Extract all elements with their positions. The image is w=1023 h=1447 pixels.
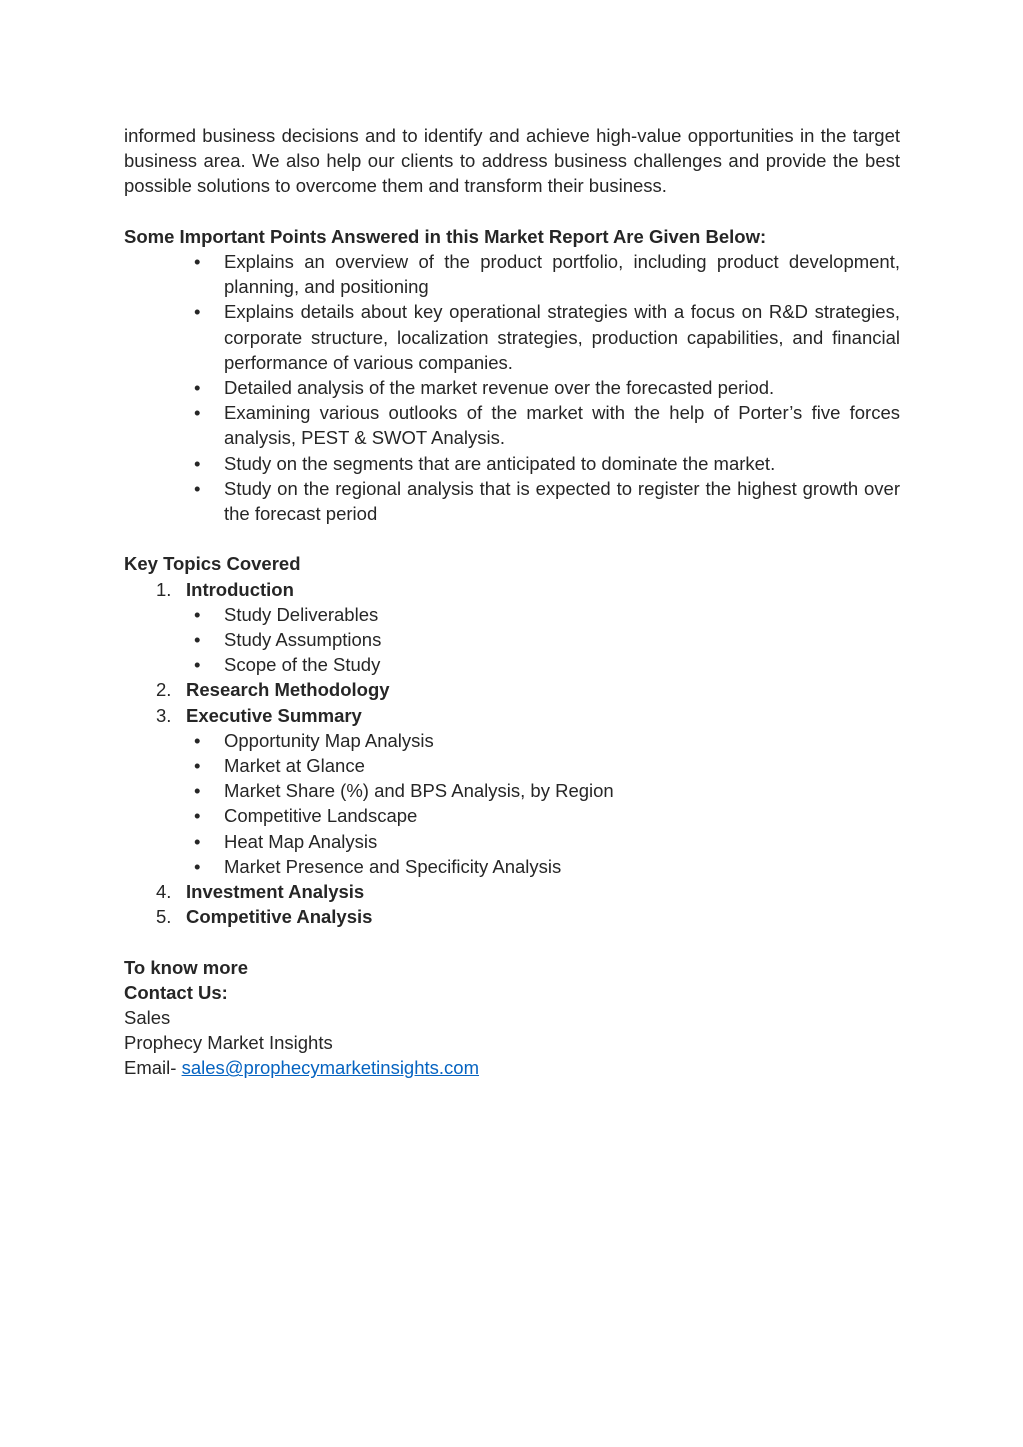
topic-number: 1.: [156, 578, 172, 600]
topic-competitive-analysis: [124, 904, 900, 929]
email-link[interactable]: sales@prophecymarketinsights.com: [181, 1057, 479, 1079]
topic-investment-analysis: [124, 879, 900, 904]
topic-number: 5.: [156, 906, 172, 928]
topics-list: [124, 577, 900, 930]
list-item: • Study Deliverables: [224, 602, 900, 627]
topic-number: 3.: [156, 704, 172, 726]
list-item: • Detailed analysis of the market revenue over the forecasted period.: [224, 375, 900, 400]
list-item: • Market at Glance: [224, 753, 900, 778]
topic-title: Introduction: [186, 578, 294, 600]
topics-heading: Key Topics Covered: [124, 553, 301, 575]
list-item: • Market Presence and Specificity Analysis: [224, 854, 900, 879]
topic-introduction: [124, 577, 900, 678]
spacer: [124, 929, 900, 954]
topic-subitems: [124, 602, 900, 678]
contact-email-line: [124, 1055, 900, 1080]
know-more-heading: To know more: [124, 956, 249, 978]
list-item: • Study on the segments that are anticipated to dominate the market.: [224, 451, 900, 476]
list-item: • Opportunity Map Analysis: [224, 728, 900, 753]
topic-number: 2.: [156, 679, 172, 701]
topic-title: Competitive Analysis: [186, 906, 373, 928]
email-label: Email-: [124, 1057, 182, 1079]
list-item: • Study Assumptions: [224, 627, 900, 652]
list-item: • Study on the regional analysis that is expected to register the highest growth over the forecast period: [224, 476, 900, 526]
points-list: [124, 249, 900, 526]
topic-title: Investment Analysis: [186, 881, 365, 903]
spacer: [124, 526, 900, 551]
list-item: • Examining various outlooks of the market with the help of Porter’s five forces analysis, PEST & SWOT Analysis.: [224, 400, 900, 450]
list-item: • Scope of the Study: [224, 652, 900, 677]
topic-research-methodology: [124, 677, 900, 702]
list-item: • Market Share (%) and BPS Analysis, by Region: [224, 778, 900, 803]
list-item: • Explains details about key operational strategies with a focus on R&D strategies, corporate structure, localization strategies, production capabilities, and financial performance of various companies.: [224, 299, 900, 375]
intro-paragraph: informed business decisions and to identify and achieve high-value opportunities in the target business area. We also help our clients to address business challenges and provide the best possible solutions to overcome them and transform their business.: [124, 125, 900, 197]
contact-company: Prophecy Market Insights: [124, 1032, 333, 1054]
topic-number: 4.: [156, 881, 172, 903]
topic-title: Executive Summary: [186, 704, 362, 726]
topic-executive-summary: [124, 703, 900, 879]
list-item: • Competitive Landscape: [224, 803, 900, 828]
list-item: • Heat Map Analysis: [224, 829, 900, 854]
topic-title: Research Methodology: [186, 679, 390, 701]
contact-department: Sales: [124, 1007, 171, 1029]
list-item: • Explains an overview of the product portfolio, including product development, planning, and positioning: [224, 249, 900, 299]
spacer: [124, 199, 900, 224]
document-page: [124, 123, 900, 1081]
points-heading: Some Important Points Answered in this Market Report Are Given Below:: [124, 225, 767, 247]
topic-subitems: [124, 728, 900, 879]
contact-us-heading: Contact Us:: [124, 981, 228, 1003]
